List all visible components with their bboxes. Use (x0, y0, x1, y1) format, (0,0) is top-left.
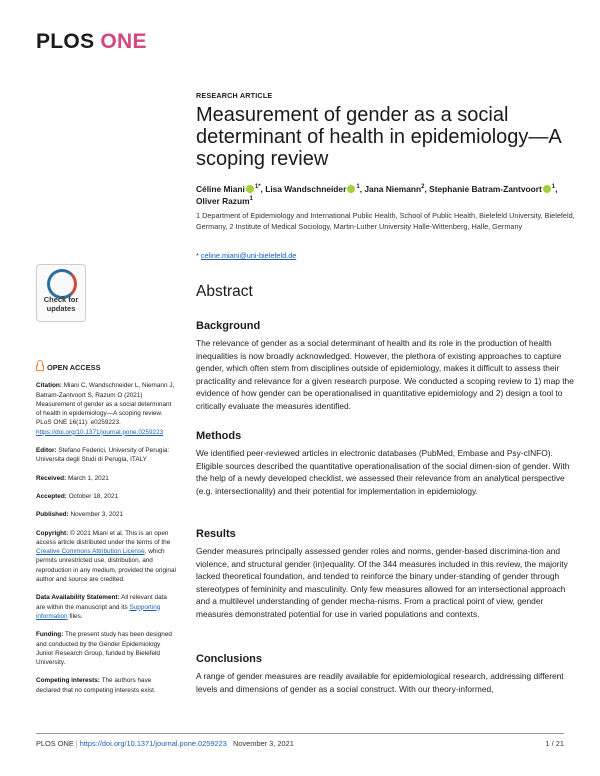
footer-journal: PLOS ONE (36, 739, 74, 748)
citation (36, 381, 176, 437)
editor-label: Editor: (36, 447, 57, 455)
citation-label: Citation: (36, 382, 62, 390)
section-heading-methods: Methods (196, 430, 242, 442)
received-label: Received: (36, 474, 67, 482)
orcid-icon[interactable] (246, 185, 254, 193)
author-list: Céline Miani $^{1*}$, Lisa Wandschneider $^1$, Jana Niemann$^2$, Stephanie Batram-Zantvoort $^1$, Oliver Razum$^1$ (196, 184, 558, 206)
published-date (36, 510, 176, 519)
copyright-label: Copyright: (36, 529, 69, 537)
published-label: Published: (36, 511, 69, 519)
section-heading-conclusions: Conclusions (196, 653, 263, 665)
author-name[interactable]: Stephanie Batram-Zantvoort (429, 184, 542, 194)
license-link[interactable]: Creative Commons Attribution License (36, 548, 145, 556)
open-lock-icon (36, 365, 44, 371)
editor-text: Stefano Federici, University of Perugia: Universita degli Studi di Perugia, ITALY (36, 447, 170, 464)
citation-doi-link[interactable]: https://doi.org/10.1371/journal.pone.0259223 (36, 428, 164, 436)
section-text-background: The relevance of gender as a social determinant of health and its role in the production of health inequalities is now broadly acknowledged. However, the plethora of existing approaches to capture gender, which often stem from disciplines outside of epidemiology, makes it difficult to assess their practicality and relevance for a given research purpose. We conducted a scoping review to 1) map the evidence of how gender can be operationalised in quantitative epidemiology and 2) design a tool to critically evaluate the measures identified. (196, 338, 574, 411)
section-text-conclusions: A range of gender measures are readily available for epidemiological research, addressing different levels and dimensions of gender as a social construct. With our theory-informed, (196, 671, 564, 694)
page-footer (36, 739, 564, 748)
email-link[interactable]: celine.miani@uni-bielefeld.de (200, 251, 297, 260)
email-marker: * (196, 251, 199, 260)
journal-logo-one: ONE (100, 30, 147, 53)
competing-interests-text: The authors have declared that no competing interests exist. (36, 677, 156, 694)
funding-label: Funding: (36, 631, 64, 639)
author-name[interactable]: Jana Niemann (364, 184, 422, 194)
journal-logo-plos: PLOS (36, 30, 95, 53)
received-text: March 1, 2021 (67, 474, 109, 482)
page-number: 1 / 21 (545, 739, 564, 748)
article-type: RESEARCH ARTICLE (196, 91, 273, 100)
author-affil-sup: 1 (249, 196, 253, 203)
published-text: November 3, 2021 (70, 511, 124, 519)
orcid-icon[interactable] (347, 185, 355, 193)
received-date (36, 474, 176, 483)
citation-text: Miani C, Wandschneider L, Niemann J, Batram-Zantvoort S, Razum O (2021) Measurement of gender as a social determinant of health in epidemiology—A scoping review. PLoS ONE 16(11): e0259223. (36, 382, 175, 427)
section-heading-results: Results (196, 528, 236, 540)
author-name[interactable]: Lisa Wandschneider (265, 184, 347, 194)
author-affil-sup: 1 (356, 184, 360, 191)
journal-logo (36, 30, 147, 54)
editor (36, 446, 176, 465)
section-heading-background: Background (196, 320, 261, 332)
footer-date: November 3, 2021 (233, 739, 294, 748)
check-for-updates-button[interactable] (36, 264, 86, 322)
author-affil-sup: 1* (254, 184, 261, 191)
check-for-updates-line1: Check for (43, 295, 79, 304)
supporting-info-link[interactable]: Supporting information (36, 603, 161, 620)
funding (36, 630, 176, 667)
accepted-label: Accepted: (36, 492, 67, 500)
accepted-date (36, 492, 176, 501)
affiliations: 1 Department of Epidemiology and International Public Health, School of Public Health, Bielefeld University, Bielefeld, Germany, 2 Institute of Medical Sociology, Martin-Luther University Halle-Wittenberg, Halle, Germany (196, 211, 575, 231)
copyright (36, 529, 176, 585)
author-name[interactable]: Oliver Razum (196, 196, 250, 206)
footer-separator: | (75, 739, 78, 748)
author-name[interactable]: Céline Miani (196, 184, 245, 194)
data-availability-text: All relevant data are within the manuscript and its (36, 594, 167, 611)
data-availability-text-cont: files. (69, 612, 83, 620)
orcid-icon[interactable] (543, 185, 551, 193)
check-for-updates-label (37, 296, 85, 313)
abstract-heading: Abstract (196, 283, 253, 300)
section-text-methods: We identified peer-reviewed articles in electronic databases (PubMed, Embase and Psy-cINFO). Eligible sources described the quantitative operationalisation of the social dimen-sion of gender. With the help of a newly developed checklist, we assessed their relevance from an analytical perspective (e.g. intersectionality) and their potential for implementation in epidemiology. (196, 448, 570, 496)
accepted-text: October 18, 2021 (68, 492, 119, 500)
data-availability (36, 593, 176, 621)
open-access-label (36, 363, 176, 372)
article-title: Measurement of gender as a social determinant of health in epidemiology—A scoping review (196, 104, 561, 170)
funding-text: The present study has been designed and conducted by the Gender Epidemiology Junior Research Group, funded by Bielefeld University. (36, 631, 172, 667)
competing-interests-label: Competing interests: (36, 677, 100, 685)
competing-interests (36, 676, 176, 695)
footer-doi-link[interactable]: https://doi.org/10.1371/journal.pone.0259223 (79, 739, 227, 748)
data-availability-label: Data Availability Statement: (36, 594, 120, 602)
section-text-results: Gender measures principally assessed gender roles and norms, gender-based discrimina-tion and violence, and structural gender (in)equality. Of the 344 measures included in this review, the majority lacked theoretical foundation, and tended to reinforce the binary under-standing of gender through stereotypes of femininity and masculinity. Only few measures allowed for an intersectional approach and a multilevel understanding of gender mecha-nisms. From a practical point of view, gender measures demonstrated potential for use in varied populations and contexts. (196, 546, 568, 619)
footer-divider (36, 733, 564, 734)
check-for-updates-line2: updates (46, 303, 76, 313)
article-info-sidebar (36, 363, 176, 704)
author-affil-sup: 2 (421, 184, 425, 191)
copyright-text: © 2021 Miani et al. This is an open access article distributed under the terms of the (36, 529, 171, 546)
copyright-text-cont: , which permits unrestricted use, distribution, and reproduction in any medium, provided the original author and source are credited. (36, 548, 176, 584)
open-access-text: OPEN ACCESS (47, 363, 101, 372)
author-affil-sup: 1 (551, 184, 556, 191)
corresponding-email (196, 251, 296, 260)
